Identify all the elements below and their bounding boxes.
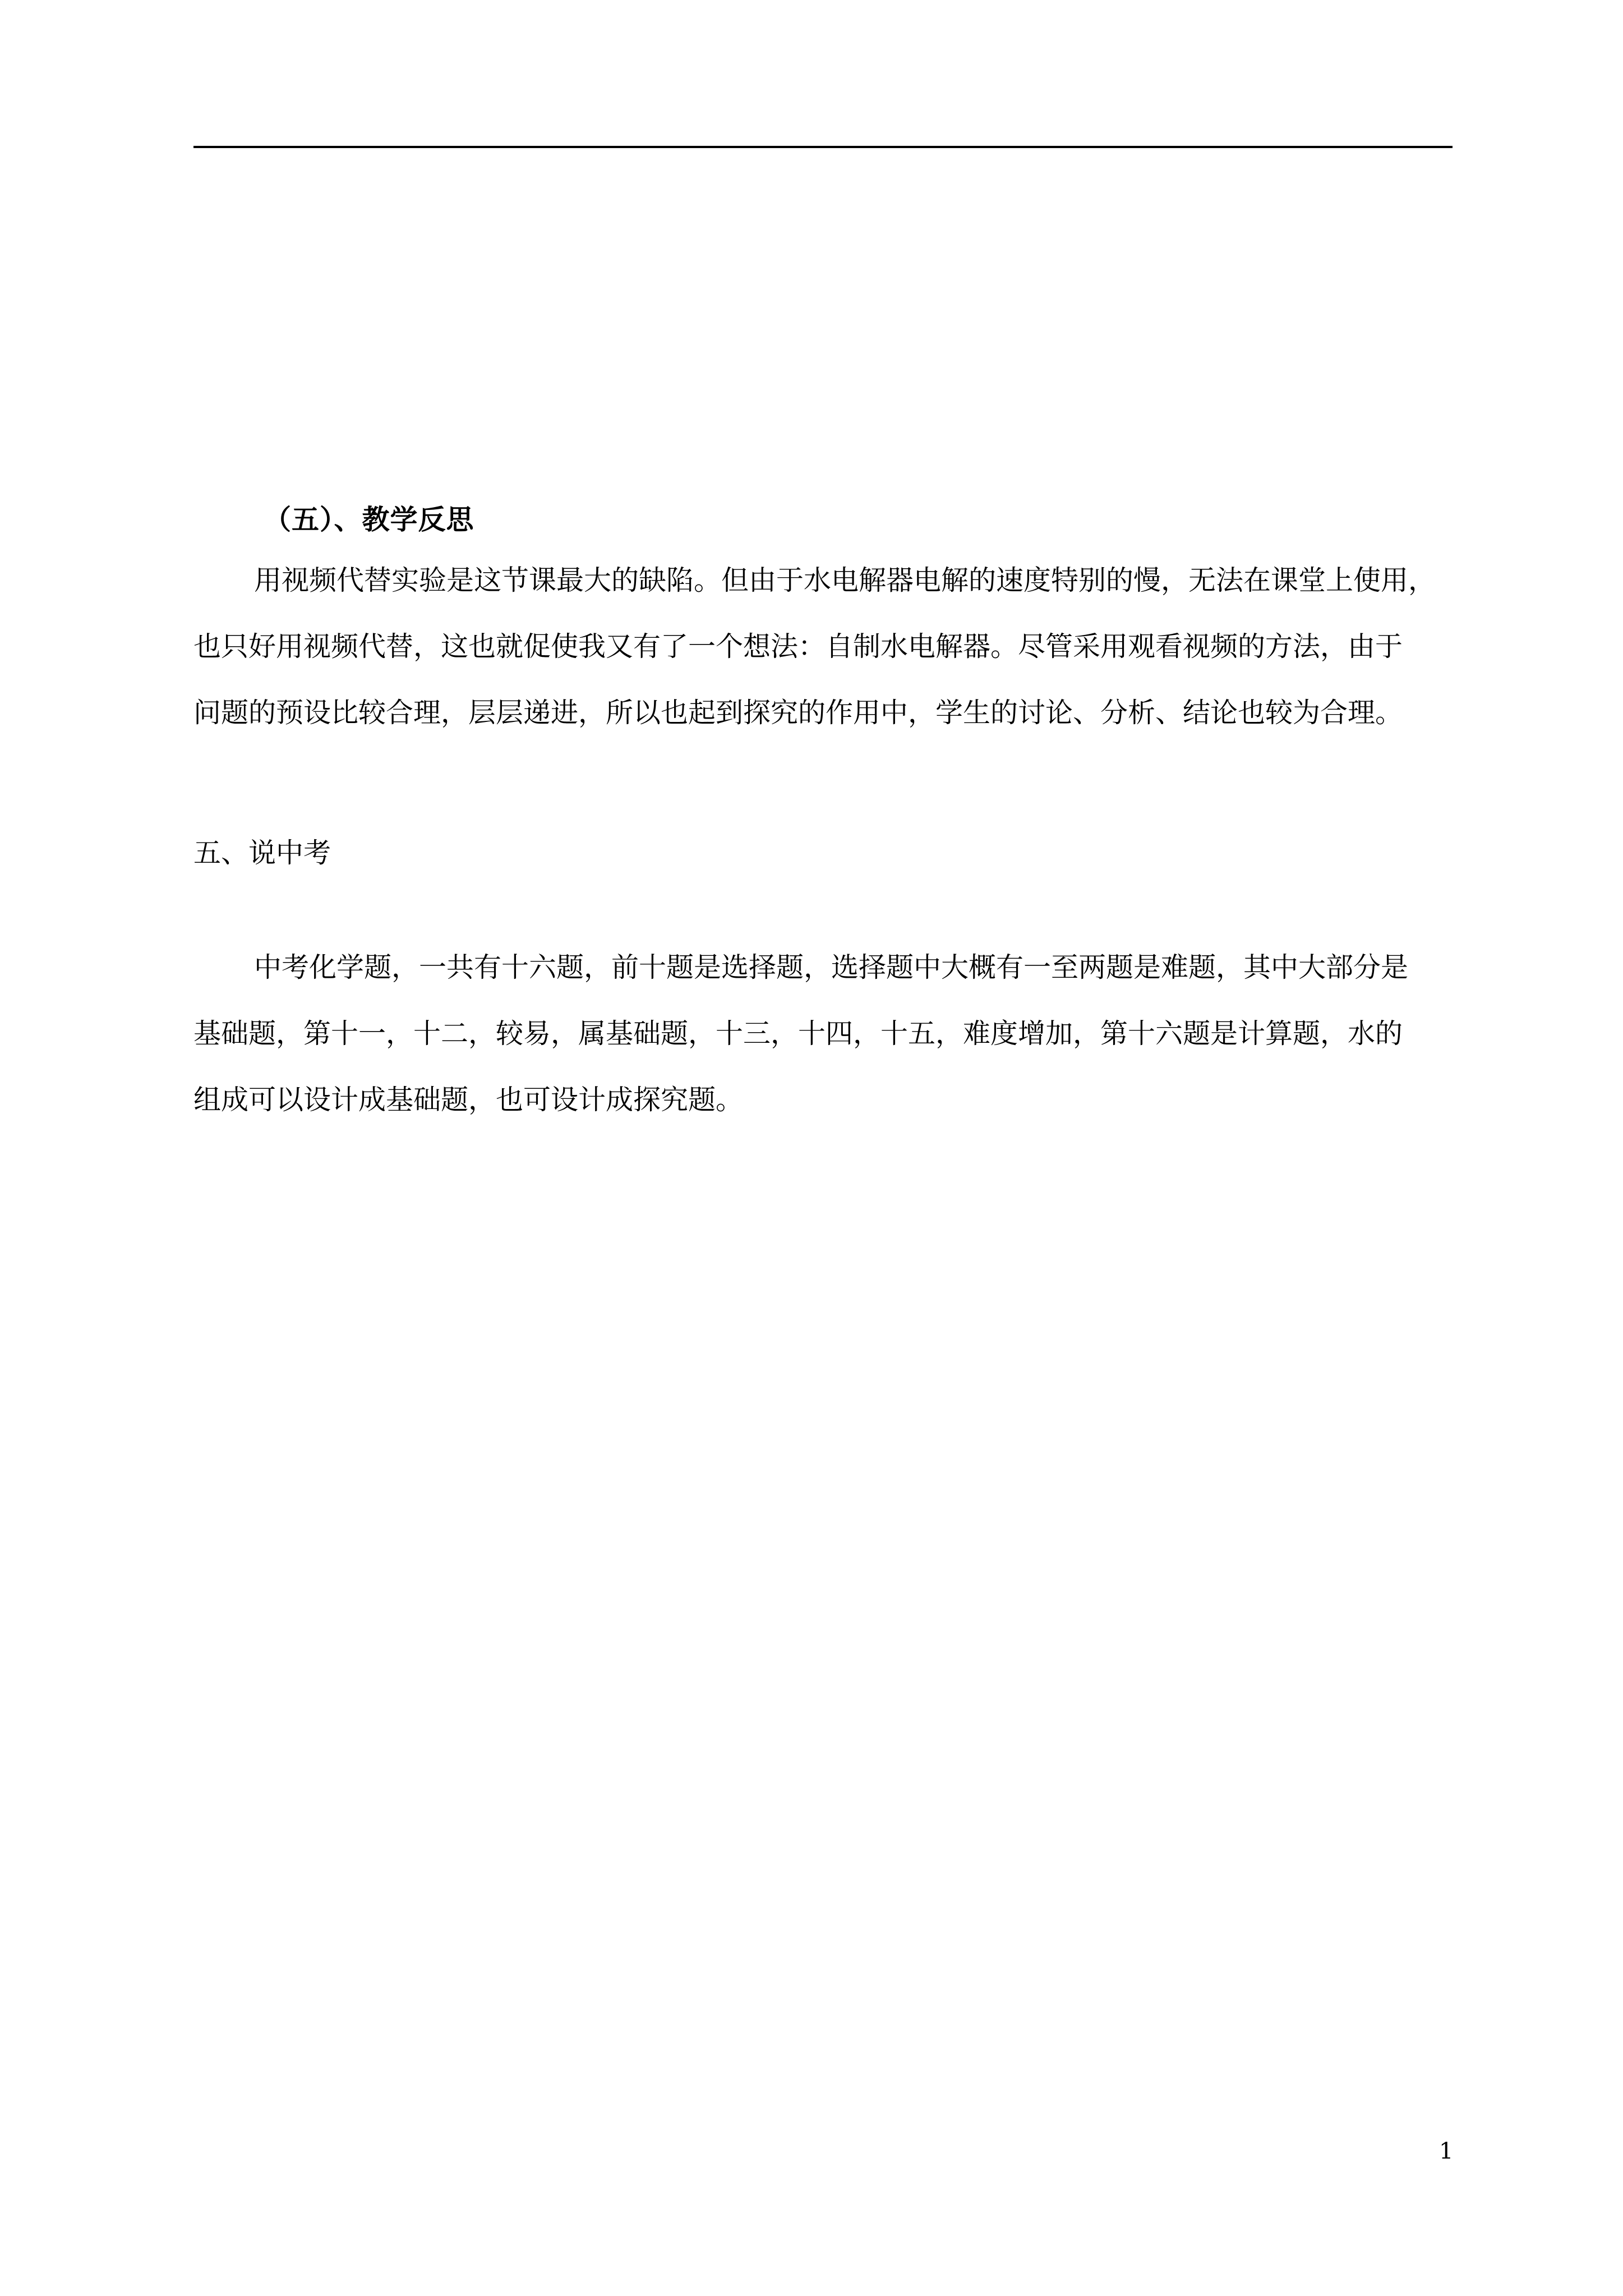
- reflection-heading: （五）、教学反思: [264, 503, 474, 536]
- reflection-paragraph-line: 用视频代替实验是这节课最大的缺陷。但由于水电解器电解的速度特别的慢，无法在课堂上使用，: [254, 564, 1436, 596]
- header-rule: [193, 146, 1453, 148]
- exam-paragraph-line: 中考化学题，一共有十六题，前十题是选择题，选择题中大概有一至两题是难题，其中大部分是: [254, 951, 1409, 983]
- reflection-paragraph-line: 问题的预设比较合理，层层递进，所以也起到探究的作用中，学生的讨论、分析、结论也较为合理。: [193, 697, 1403, 729]
- exam-paragraph-line: 组成可以设计成基础题，也可设计成探究题。: [193, 1084, 744, 1116]
- reflection-paragraph-line: 也只好用视频代替，这也就促使我又有了一个想法：自制水电解器。尽管采用观看视频的方法，由于: [193, 631, 1403, 662]
- exam-paragraph-line: 基础题，第十一，十二，较易，属基础题，十三，十四，十五，难度增加，第十六题是计算题，水的: [193, 1018, 1403, 1050]
- page-number: 1: [1439, 2138, 1454, 2164]
- section-title: 五、说中考: [193, 837, 331, 869]
